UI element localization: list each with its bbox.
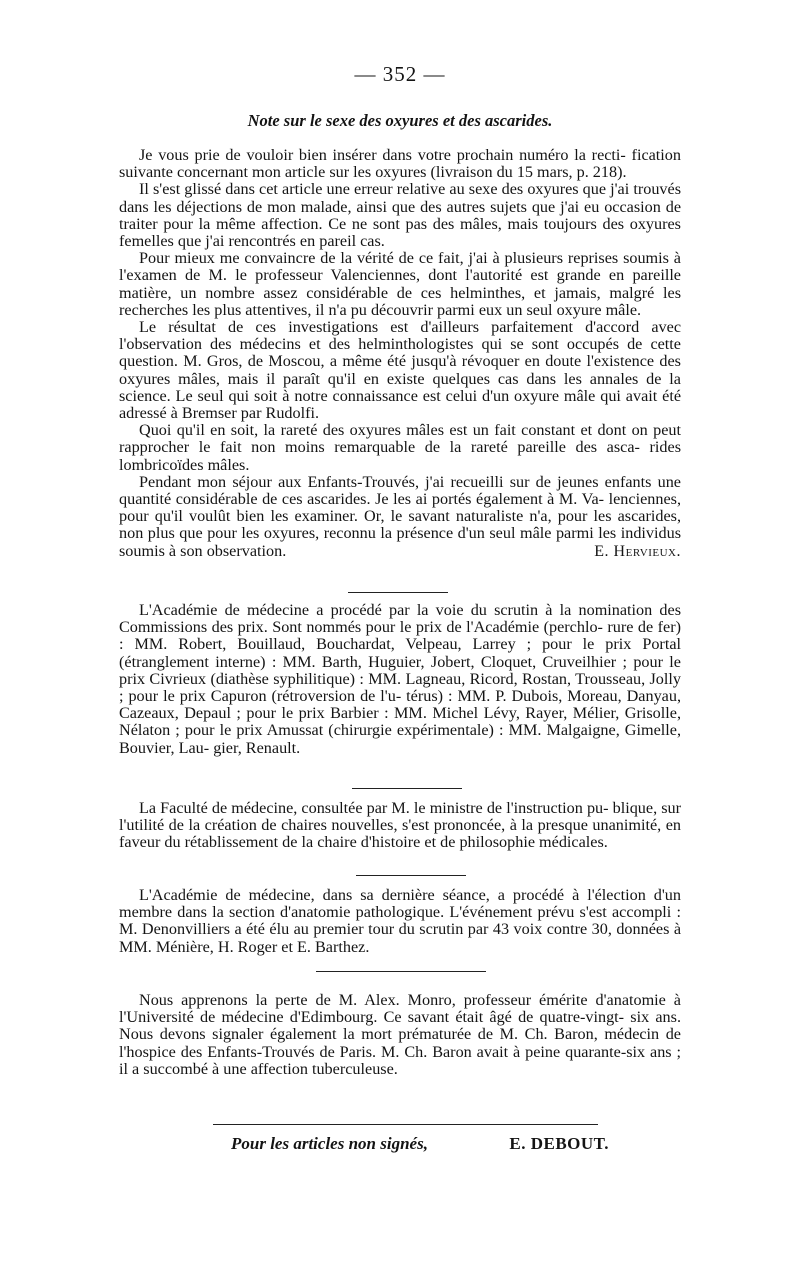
divider bbox=[316, 971, 486, 972]
divider bbox=[348, 592, 448, 593]
article-faculty bbox=[119, 800, 681, 852]
paragraph: L'Académie de médecine, dans sa dernière séance, a procédé à l'élection d'un membre dans la section d'anatomie pathologique. L'événement prévu s'est accompli : M. Denonvilliers a été élu au premier tour du scrutin par 43 voix contre 30, données à MM. Ménière, H. Roger et E. Barthez. bbox=[119, 886, 681, 956]
footer bbox=[231, 1134, 609, 1154]
page-number: — 352 — bbox=[354, 62, 446, 86]
article-prize-commissions bbox=[119, 602, 681, 757]
article-oxyures bbox=[119, 147, 681, 561]
paragraph: Quoi qu'il en soit, la rareté des oxyures mâles est un fait constant et dont on peut rapprocher le fait non moins remarquable de la rareté pareille des asca- rides lombricoïdes mâles. bbox=[119, 421, 681, 474]
paragraph: Pendant mon séjour aux Enfants-Trouvés, j'ai recueilli sur de jeunes enfants une quantité considérable de ces ascarides. Je les ai portés également à M. Va- lenciennes, pour qu'il voulût bien les examiner. Or, le savant naturaliste n'a, pour les ascarides, non plus que pour les oxyures, reconnu la présence d'un seul mâle parmi les individus soumis à son observation. bbox=[119, 472, 681, 560]
paragraph: La Faculté de médecine, consultée par M. le ministre de l'instruction pu- blique, sur l'utilité de la création de chaires nouvelles, s'est prononcée, à la presque unanimité, en faveur du rétablissement de la chaire d'histoire et de philosophie médicales. bbox=[119, 799, 681, 852]
article-obituary bbox=[119, 992, 681, 1078]
paragraph: L'Académie de médecine a procédé par la voie du scrutin à la nomination des Commissions des prix. Sont nommés pour le prix de l'Académie (perchlo- rure de fer) : MM. Robert, Bouillaud, Bouchardat, Velpeau, Larrey ; pour le prix Portal (étranglement interne) : MM. Barth, Huguier, Jobert, Cloquet, Cruveilhier ; pour le prix Civrieux (diathèse syphilitique) : MM. Lagneau, Ricord, Rostan, Trousseau, Jolly ; pour le prix Capuron (rétroversion de l'u- térus) : MM. P. Dubois, Moreau, Danyau, Cazeaux, Depaul ; pour le prix Barbier : MM. Michel Lévy, Rayer, Mélier, Grisolle, Nélaton ; pour le prix Amussat (chirurgie expérimentale) : MM. Malgaigne, Gimelle, Bouvier, Lau- gier, Renault. bbox=[119, 601, 681, 757]
signature-text: E. Hervieux. bbox=[594, 542, 681, 560]
footer-divider bbox=[213, 1124, 598, 1125]
article-title: Note sur le sexe des oxyures et des ascarides. bbox=[247, 111, 553, 130]
paragraph: Nous apprenons la perte de M. Alex. Monro, professeur émérite d'anatomie à l'Université de médecine d'Edimbourg. Ce savant était âgé de quatre-vingt- six ans. Nous devons signaler également la mort prématurée de M. Ch. Baron, médecin de l'hospice des Enfants-Trouvés de Paris. M. Ch. Baron avait à peine quarante-six ans ; il a succombé à une affection tuberculeuse. bbox=[119, 991, 681, 1078]
editor-name: E. DEBOUT. bbox=[509, 1134, 609, 1153]
paragraph: Il s'est glissé dans cet article une erreur relative au sexe des oxyures que j'ai trouvés dans les déjections de mon malade, ainsi que des autres sujets que j'ai eu occasion de traiter pour la même affection. Ce ne sont pas des mâles, mais toujours des oxyures femelles que j'ai rencontrés en pareil cas. bbox=[119, 180, 681, 251]
article-election bbox=[119, 887, 681, 956]
footer-note: Pour les articles non signés, bbox=[231, 1134, 428, 1153]
paragraph: Pour mieux me convaincre de la vérité de ce fait, j'ai à plusieurs reprises soumis à l'examen de M. le professeur Valenciennes, dont l'autorité est grande en pareille matière, un nombre assez considérable de ces helminthes, et jamais, malgré les recherches les plus attentives, il n'a pu découvrir parmi eux un seul oxyure mâle. bbox=[119, 249, 681, 319]
divider bbox=[356, 875, 466, 876]
paragraph: Je vous prie de vouloir bien insérer dans votre prochain numéro la recti- fication suivante concernant mon article sur les oxyures (livraison du 15 mars, p. 218). bbox=[119, 146, 681, 182]
divider bbox=[352, 788, 462, 789]
paragraph: Le résultat de ces investigations est d'ailleurs parfaitement d'accord avec l'observation des médecins et des helminthologistes qui se sont occupés de cette question. M. Gros, de Moscou, a même été jusqu'à révoquer en doute l'existence des oxyures mâles, mais il paraît qu'il en existe quelques cas dans les annales de la science. Le seul qui soit à notre connaissance est celui d'un oxyure mâle qui avait été adressé à Bremser par Rudolfi. bbox=[119, 318, 681, 423]
